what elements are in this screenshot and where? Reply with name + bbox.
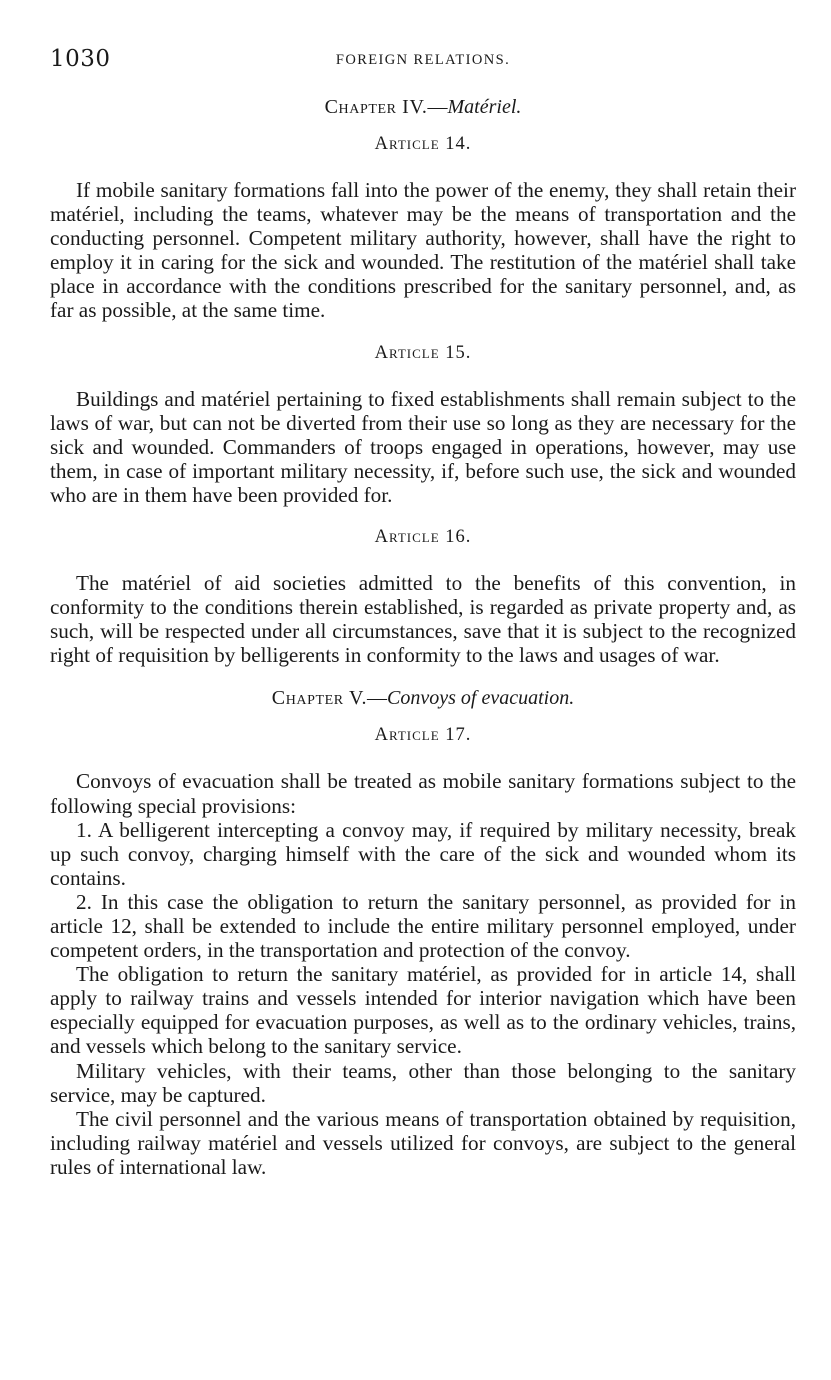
chapter-iv-label: Chapter IV. — [324, 96, 428, 118]
chapter-iv-title: Matériel. — [447, 96, 522, 118]
chapter-v-title: Convoys of evacuation. — [387, 687, 575, 710]
article-17-civil-personnel-paragraph: The civil personnel and the various means of transportation obtained by requisition, including railway matériel and vessels utilized for convoys, are subject to the general rules of international law. — [50, 1106, 796, 1179]
article-15-heading: Article 15. — [374, 342, 472, 363]
article-14-paragraph: If mobile sanitary formations fall into the power of the enemy, they shall retain their matériel, including the teams, whatever may be the means of transportation and the conducting personnel. Competent military authority, however, shall have the right to employ it in caring for the sick and wounded. The restitution of the matériel shall take place in accordance with the conditions prescribed for the sanitary personnel, and, as far as possible, at the same time. — [50, 178, 796, 323]
running-title: FOREIGN RELATIONS. — [335, 52, 511, 68]
article-14-body — [50, 178, 796, 323]
chapter-iv-heading — [50, 96, 796, 122]
chapter-v-heading — [50, 687, 796, 713]
article-17-heading: Article 17. — [374, 725, 472, 746]
article-16-body — [50, 571, 796, 667]
article-16-heading: Article 16. — [374, 527, 472, 548]
chapter-v-label: Chapter V. — [271, 687, 368, 710]
article-17-provision-1: 1. A belligerent intercepting a convoy may, if required by military necessity, break up such convoy, charging himself with the care of the sick and wounded whom its contains. — [50, 817, 796, 890]
chapter-iv-dash: — — [427, 96, 448, 118]
article-17-materiel-paragraph: The obligation to return the sanitary matériel, as provided for in article 14, shall apply to railway trains and vessels intended for interior navigation which have been especially equipped for evacuation purposes, as well as to the ordinary vehicles, trains, and vessels which belong to the sanitary service. — [50, 962, 796, 1059]
document-page — [50, 46, 796, 1179]
article-17-body — [50, 769, 796, 1179]
article-14-heading: Article 14. — [374, 134, 472, 154]
article-17-intro-paragraph: Convoys of evacuation shall be treated as mobile sanitary formations subject to the following special provisions: — [50, 769, 796, 818]
article-15-paragraph: Buildings and matériel pertaining to fixed establishments shall remain subject to the laws of war, but can not be diverted from their use so long as they are necessary for the sick and wounded. Commanders of troops engaged in operations, however, may use them, in case of important military necessity, if, before such use, the sick and wounded who are in them have been provided for. — [50, 386, 796, 507]
page-number: 1030 — [50, 46, 111, 72]
running-header — [50, 46, 796, 82]
article-15-body — [50, 387, 796, 507]
chapter-v-dash: — — [367, 687, 388, 710]
article-16-paragraph: The matériel of aid societies admitted to the benefits of this convention, in conformity to the conditions therein established, is regarded as private property and, as such, will be respected under all circumstances, save that it is subject to the recognized right of requisition by belligerents in conformity to the laws and usages of war. — [50, 571, 796, 668]
article-17-provision-2: 2. In this case the obligation to return the sanitary personnel, as provided for in article 12, shall be extended to include the entire military personnel employed, under competent orders, in the transportation and protection of the convoy. — [50, 889, 796, 963]
article-17-military-vehicles-paragraph: Military vehicles, with their teams, other than those belonging to the sanitary service, may be captured. — [50, 1058, 796, 1107]
